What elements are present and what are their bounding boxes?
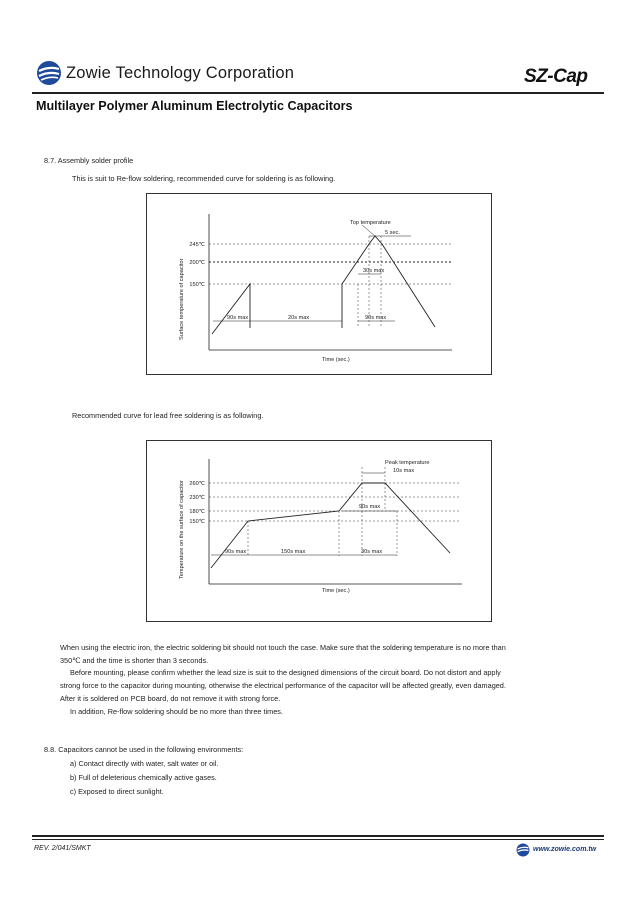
profile-curve-preheat <box>212 284 250 334</box>
note-line: In addition, Re-flow soldering should be no more than three times. <box>70 707 283 716</box>
tick-label: 230℃ <box>189 495 205 501</box>
note-line: 350℃ and the time is shorter than 3 seconds. <box>60 656 209 665</box>
list-item: b) Full of deleterious chemically active gases. <box>70 773 217 782</box>
tick-label: 150℃ <box>189 519 205 525</box>
x-axis-label: Time (sec.) <box>322 588 350 594</box>
annotation-label: 90s max <box>225 549 247 555</box>
leadfree-profile-chart <box>146 440 492 622</box>
annotation-label: 30s max <box>363 268 385 274</box>
note-line: After it is soldered on PCB board, do not remove it with strong force. <box>60 694 281 703</box>
note-line: When using the electric iron, the electric soldering bit should not touch the case. Make sure that the soldering temperature is no more than <box>60 643 506 652</box>
annotation-label: 5 sec. <box>385 230 400 236</box>
annotation-label: 20s max <box>288 315 310 321</box>
annotation-label: 90s max <box>359 504 381 510</box>
website-link[interactable]: www.zowie.com.tw <box>533 846 597 853</box>
zowie-footer-logo-icon <box>516 843 530 857</box>
tick-label: 200℃ <box>189 260 205 266</box>
section-heading-assembly-solder-profile: 8.7. Assembly solder profile <box>44 156 134 165</box>
top-temperature-label: Top temperature <box>350 220 391 226</box>
annotation-label: 150s max <box>281 549 306 555</box>
reflow-profile-svg <box>147 194 491 374</box>
tick-label: 150℃ <box>189 282 205 288</box>
y-axis-label: Temperature on the surface of capacitor <box>179 480 185 579</box>
x-axis-label: Time (sec.) <box>322 357 350 363</box>
header-divider <box>32 92 604 94</box>
annotation-label: 10s max <box>393 468 415 474</box>
leadfree-intro-text: Recommended curve for lead free soldering is as following. <box>72 411 264 420</box>
y-axis-label: Surface temperature of capacitor <box>179 258 185 340</box>
tick-label: 260℃ <box>189 481 205 487</box>
leader-line <box>362 225 375 236</box>
annotation-label: 30s max <box>361 549 383 555</box>
tick-label: 180℃ <box>189 509 205 515</box>
list-item: a) Contact directly with water, salt water or oil. <box>70 759 219 768</box>
brand-logo-text: SZ-Cap <box>524 66 588 87</box>
section-heading-environments: 8.8. Capacitors cannot be used in the following environments: <box>44 745 244 754</box>
profile-curve-reflow <box>342 236 435 328</box>
tick-label: 245℃ <box>189 242 205 248</box>
note-line: Before mounting, please confirm whether the lead size is suit to the designed dimensions of the circuit board. Do not distort and apply <box>70 668 501 677</box>
reflow-profile-chart <box>146 193 492 375</box>
note-line: strong force to the capacitor during mounting, otherwise the electrical performance of the capacitor will be affected greatly, even damaged. <box>60 681 506 690</box>
annotation-label: 90s max <box>365 315 387 321</box>
reflow-intro-text: This is suit to Re-flow soldering, recommended curve for soldering is as following. <box>72 174 336 183</box>
company-name: Zowie Technology Corporation <box>66 64 295 82</box>
annotation-label: 90s max <box>227 315 249 321</box>
leadfree-profile-svg <box>147 441 491 621</box>
revision-code: REV. 2/041/SMKT <box>34 845 91 852</box>
footer-divider <box>32 835 604 837</box>
document-title: Multilayer Polymer Aluminum Electrolytic Capacitors <box>36 99 353 113</box>
peak-temperature-label: Peak temperature <box>385 460 430 466</box>
zowie-logo-icon <box>36 60 62 86</box>
footer-divider-thin <box>32 839 604 840</box>
list-item: c) Exposed to direct sunlight. <box>70 787 164 796</box>
